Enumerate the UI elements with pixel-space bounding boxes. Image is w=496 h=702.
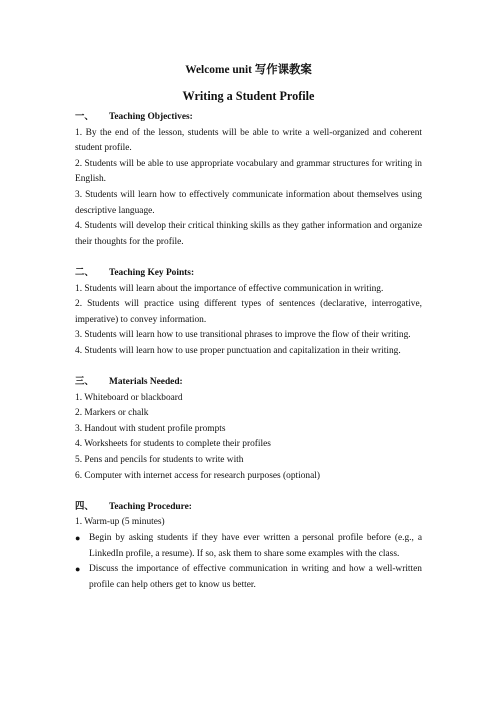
- material-item: 1. Whiteboard or blackboard: [75, 392, 183, 403]
- section-heading-materials: [75, 375, 422, 391]
- document-title: Welcome unit 写作课教案: [185, 64, 312, 76]
- section-number: 一、: [75, 112, 94, 122]
- material-item: 2. Markers or chalk: [75, 408, 149, 419]
- section-number: 四、: [75, 501, 94, 512]
- material-item: 4. Worksheets for students to complete their profiles: [75, 439, 271, 450]
- procedure-step: 1. Warm-up (5 minutes): [75, 517, 165, 528]
- objective-item: 2. Students will be able to use appropriate vocabulary and grammar structures for writing in English.: [75, 158, 422, 185]
- section-heading-objectives: [75, 110, 422, 126]
- section-heading-key-points: [75, 266, 422, 282]
- objective-item: 3. Students will learn how to effectively communicate information about themselves using descriptive language.: [75, 189, 422, 216]
- spacer: [75, 250, 422, 266]
- key-point-item: 4. Students will learn how to use proper punctuation and capitalization in their writing.: [75, 345, 401, 356]
- procedure-bullet: [75, 562, 422, 593]
- bullet-text: Begin by asking students if they have ever written a personal profile before (e.g., a LinkedIn profile, a resume). If so, ask them to share some examples with the class.: [89, 533, 422, 559]
- spacer: [75, 484, 422, 500]
- document-subtitle: Writing a Student Profile: [182, 89, 315, 103]
- procedure-bullet: [75, 531, 422, 562]
- section-heading-text: Teaching Key Points:: [109, 267, 195, 278]
- key-point-item: 3. Students will learn how to use transitional phrases to improve the flow of their writing.: [75, 330, 411, 341]
- section-number: 三、: [75, 377, 94, 388]
- objective-item: 4. Students will develop their critical thinking skills as they gather information and organize their thoughts for the profile.: [75, 221, 422, 247]
- bullet-text: Discuss the importance of effective communication in writing and how a well-written profile can help others get to know us better.: [89, 564, 422, 590]
- material-item: 6. Computer with internet access for research purposes (optional): [75, 470, 320, 481]
- key-point-item: 2. Students will practice using different types of sentences (declarative, interrogative, imperative) to convey information.: [75, 299, 422, 325]
- objective-item: 1. By the end of the lesson, students will be able to write a well-organized and coherent student profile.: [75, 127, 422, 154]
- document-page: [75, 62, 422, 593]
- bullet-icon: ●: [75, 564, 81, 575]
- section-number: 二、: [75, 267, 94, 278]
- material-item: 5. Pens and pencils for students to write with: [75, 455, 244, 466]
- material-item: 3. Handout with student profile prompts: [75, 423, 226, 434]
- key-point-item: 1. Students will learn about the importance of effective communication in writing.: [75, 283, 384, 294]
- spacer: [75, 360, 422, 376]
- section-heading-text: Materials Needed:: [109, 377, 183, 388]
- section-heading-procedure: [75, 500, 422, 516]
- bullet-icon: ●: [75, 533, 81, 544]
- section-heading-text: Teaching Procedure:: [109, 501, 192, 512]
- section-heading-text: Teaching Objectives:: [109, 112, 193, 122]
